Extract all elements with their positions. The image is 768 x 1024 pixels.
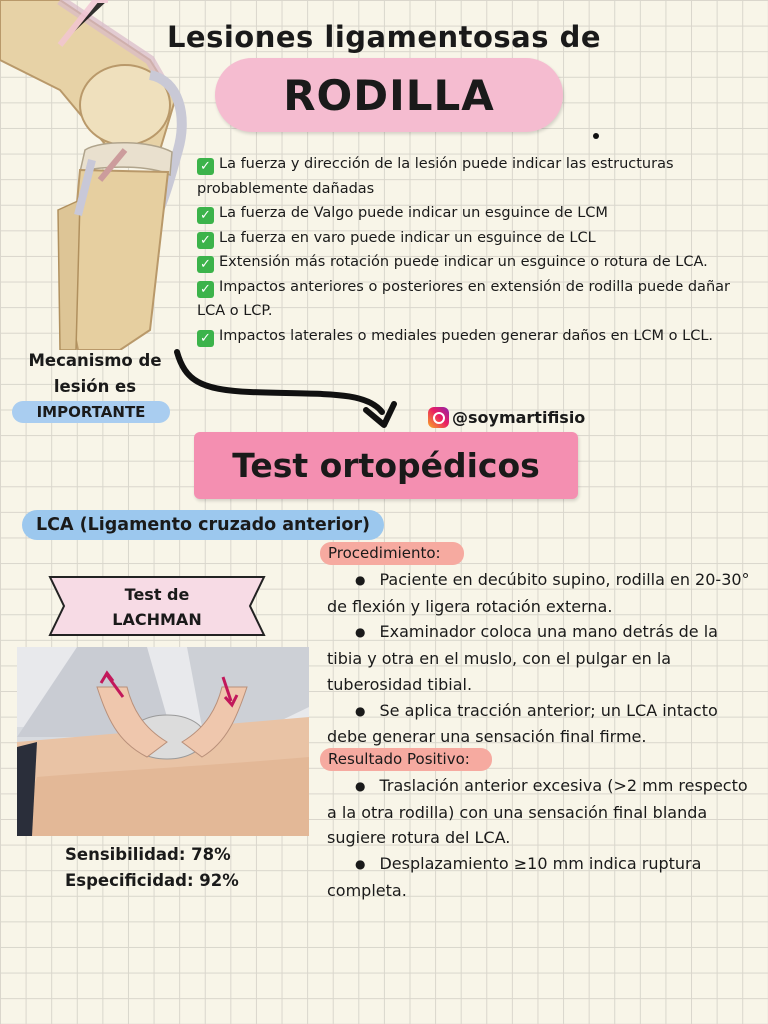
rodilla-banner-text: RODILLA xyxy=(283,70,495,120)
list-item: ● Se aplica tracción anterior; un LCA intacto debe generar una sensación final firme. xyxy=(327,698,752,750)
lca-section-title: LCA (Ligamento cruzado anterior) xyxy=(22,510,384,540)
test-statistics xyxy=(65,842,239,894)
check-icon: ✓ xyxy=(197,232,214,249)
decorative-dot xyxy=(593,133,599,139)
mechanism-list xyxy=(197,152,757,348)
lachman-ribbon xyxy=(48,576,266,636)
mechanism-note xyxy=(10,348,180,400)
list-item: ✓ Impactos laterales o mediales pueden generar daños en LCM o LCL. xyxy=(197,324,757,349)
list-item: ● Examinador coloca una mano detrás de la tibia y otra en el muslo, con el pulgar en la tuberosidad tibial. xyxy=(327,619,752,697)
page-title: Lesiones ligamentosas de xyxy=(166,20,602,54)
list-item: ● Traslación anterior excesiva (>2 mm respecto a la otra rodilla) con una sensación final blanda sugiere rotura del LCA. xyxy=(327,773,752,851)
procedure-list xyxy=(327,567,752,750)
check-icon: ✓ xyxy=(197,330,214,347)
specificity-value: Especificidad: 92% xyxy=(65,871,239,890)
list-item: ● Paciente en decúbito supino, rodilla en 20-30° de flexión y ligera rotación externa. xyxy=(327,567,752,619)
curved-arrow-icon xyxy=(160,340,410,440)
list-item: ✓ La fuerza en varo puede indicar un esguince de LCL xyxy=(197,226,757,251)
rodilla-banner xyxy=(215,58,563,132)
result-list xyxy=(327,773,752,904)
list-item: ● Desplazamiento ≥10 mm indica ruptura completa. xyxy=(327,851,752,903)
instagram-handle-text: @soymartifisio xyxy=(452,407,586,427)
importante-badge: IMPORTANTE xyxy=(12,401,170,423)
instagram-handle[interactable] xyxy=(428,404,585,430)
lachman-label: Test de LACHMAN xyxy=(112,585,202,629)
sensitivity-value: Sensibilidad: 78% xyxy=(65,845,231,864)
list-item: ✓ La fuerza y dirección de la lesión puede indicar las estructuras probablemente dañadas xyxy=(197,156,674,197)
list-item: ✓ Extensión más rotación puede indicar un esguince o rotura de LCA. xyxy=(197,250,757,275)
check-icon: ✓ xyxy=(197,281,214,298)
check-icon: ✓ xyxy=(197,256,214,273)
test-ortopedicos-banner xyxy=(194,432,578,499)
result-label: Resultado Positivo: xyxy=(320,748,492,771)
lachman-test-photo xyxy=(17,647,309,836)
check-icon: ✓ xyxy=(197,158,214,175)
procedure-label: Procedimiento: xyxy=(320,542,464,565)
mechanism-note-line: Mecanismo de xyxy=(28,351,162,370)
instagram-icon xyxy=(428,407,449,428)
test-ortopedicos-text: Test ortopédicos xyxy=(232,446,540,485)
check-icon: ✓ xyxy=(197,207,214,224)
list-item: ✓ Impactos anteriores o posteriores en extensión de rodilla puede dañar LCA o LCP. xyxy=(197,278,730,319)
mechanism-note-line: lesión es xyxy=(53,377,137,396)
list-item: ✓ La fuerza de Valgo puede indicar un esguince de LCM xyxy=(197,201,757,226)
